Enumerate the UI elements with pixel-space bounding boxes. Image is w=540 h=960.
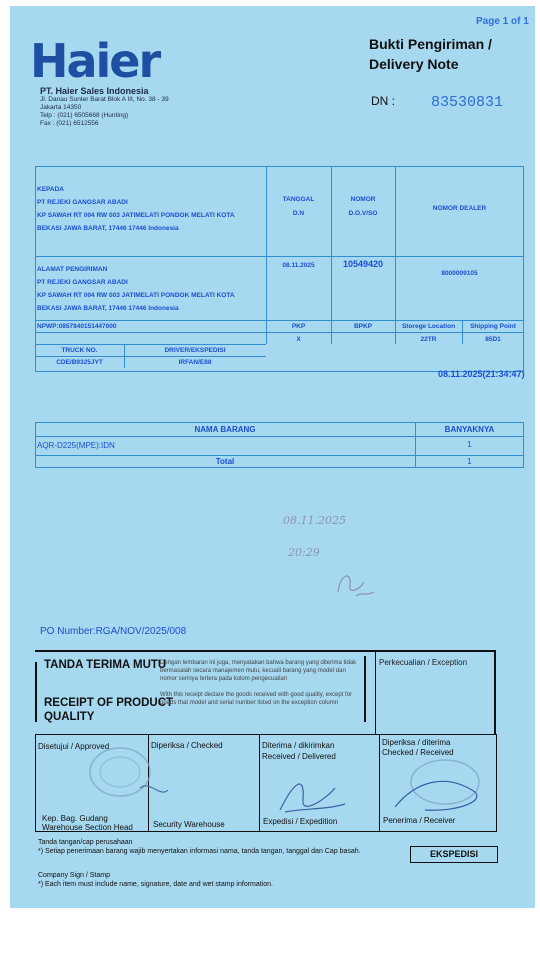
handwritten-date: 08.11.2025 (283, 514, 346, 527)
checked-received-en: Checked / Received (382, 748, 454, 757)
truck-value: CDE/B9325JYT (56, 359, 103, 366)
checked-label: Diperiksa / Checked (151, 741, 223, 750)
handwritten-signature (330, 562, 380, 602)
stamp-note: *) Setiap penerimaan barang wajib menyertakan informasi nama, tanda tangan, tanggal dan Cap basah. (38, 848, 361, 855)
receipt-title-en-2: QUALITY (44, 711, 95, 723)
receipt-title-id: TANDA TERIMA MUTU (44, 659, 167, 671)
kepada-address-1: KP SAWAH RT 004 RW 003 JATIMELATI PONDOK MELATI KOTA (37, 212, 235, 219)
handwritten-time: 20:29 (288, 546, 320, 559)
ekspedisi-box: EKSPEDISI (410, 846, 498, 863)
dn-label: DN : (371, 94, 395, 108)
driver-value: IRFAN/E88 (178, 359, 212, 366)
npwp: NPWP:0857840151447000 (37, 323, 117, 330)
expedition-signature (275, 770, 355, 820)
dealer-label: NOMOR DEALER (432, 205, 487, 212)
warehouse-head-id: Kep. Bag. Gudang (42, 814, 108, 823)
received-label-en: Received / Delivered (262, 752, 336, 761)
receiver-stamp-signature (385, 752, 495, 822)
total-label: Total (215, 457, 235, 466)
receipt-text-id: Dengan lembaran ini juga, menyatakan bahwa barang yang diterima tidak bermasalah secara manajemen mutu, kecuali barang yang model dan nomor serinya tertera pada kolom pengecualian (160, 660, 357, 682)
dealer-value: 8000009105 (441, 270, 478, 277)
haier-logo: Haier (30, 34, 160, 88)
alamat-address-1: KP SAWAH RT 004 RW 003 JATIMELATI PONDOK MELATI KOTA (37, 292, 235, 299)
bpkp-label: BPKP (353, 323, 373, 330)
kepada-label: KEPADA (37, 186, 64, 193)
driver-label: DRIVER/EKSPEDISI (164, 347, 226, 354)
company-sign-note: *) Each item must include name, signature, date and wet stamp information. (38, 881, 274, 888)
truck-label: TRUCK NO. (61, 347, 98, 354)
item-qty: 1 (467, 440, 472, 449)
item-name: AQR-D225(MPE):IDN (37, 441, 115, 450)
received-label-id: Diterima / dikirimkan (262, 741, 335, 750)
exception-label: Perkecualian / Exception (379, 658, 468, 667)
alamat-label: ALAMAT PENGIRIMAN (37, 266, 108, 273)
title-line-2: Delivery Note (369, 56, 459, 72)
expedition-label: Expedisi / Expedition (263, 817, 338, 826)
col-banyaknya: BANYAKNYA (444, 425, 495, 434)
tanggal-value: 08.11.2025 (282, 262, 315, 269)
checked-received-id: Diperiksa / diterima (382, 738, 451, 747)
col-nama-barang: NAMA BARANG (194, 425, 256, 434)
company-city: Jakarta 14350 (40, 104, 82, 111)
document-title (369, 34, 529, 74)
shipping-value: 85D1 (485, 336, 501, 343)
company-fax: Fax : (021) 6512556 (40, 120, 99, 127)
company-phone: Telp : (021) 6505668 (Hunting) (40, 112, 129, 119)
alamat-address-2: BEKASI JAWA BARAT, 17446 17446 Indonesia (37, 305, 179, 312)
receipt-text-en: With this receipt declare the goods received with good quality, except for goods that model and serial number listed on the exception column (160, 692, 352, 706)
tanggal-label: TANGGAL (282, 196, 315, 203)
total-qty: 1 (467, 457, 472, 466)
receiver-label: Penerima / Receiver (383, 816, 456, 825)
nomor-value: 10549420 (342, 259, 384, 269)
nomor-label: NOMOR (350, 196, 376, 203)
kepada-address-2: BEKASI JAWA BARAT, 17446 17446 Indonesia (37, 225, 179, 232)
security-warehouse-label: Security Warehouse (153, 820, 225, 829)
title-line-1: Bukti Pengiriman / (369, 36, 492, 52)
warehouse-head-en: Warehouse Section Head (42, 823, 133, 832)
company-address: Jl. Danau Sunter Barat Blok A III, No. 38 - 39 (40, 96, 169, 103)
company-name: PT. Haier Sales Indonesia (40, 86, 149, 96)
po-number: PO Number:RGA/NOV/2025/008 (40, 626, 187, 637)
storage-value: 22TR (420, 336, 437, 343)
receipt-title-en-1: RECEIPT OF PRODUCT (44, 697, 174, 709)
dn-number: 83530831 (431, 94, 504, 111)
print-timestamp: 08.11.2025(21:34:47) (438, 369, 525, 379)
storage-label: Storege Location (401, 323, 456, 330)
alamat-name: PT REJEKI GANGSAR ABADI (37, 279, 128, 286)
company-sign-label: Company Sign / Stamp (38, 872, 110, 879)
approved-label: Disetujui / Approved (38, 742, 110, 751)
nomor-sub: D.O.V/SO (348, 210, 378, 217)
shipping-label: Shipping Point (470, 323, 516, 330)
kepada-name: PT REJEKI GANGSAR ABADI (37, 199, 128, 206)
stamp-label: Tanda tangan/cap perusahaan (38, 839, 133, 846)
tanggal-sub: D.N (292, 210, 305, 217)
pkp-label: PKP (291, 323, 306, 330)
pkp-value: X (296, 336, 301, 343)
company-stamp (80, 738, 170, 808)
page-indicator: Page 1 of 1 (476, 16, 529, 27)
